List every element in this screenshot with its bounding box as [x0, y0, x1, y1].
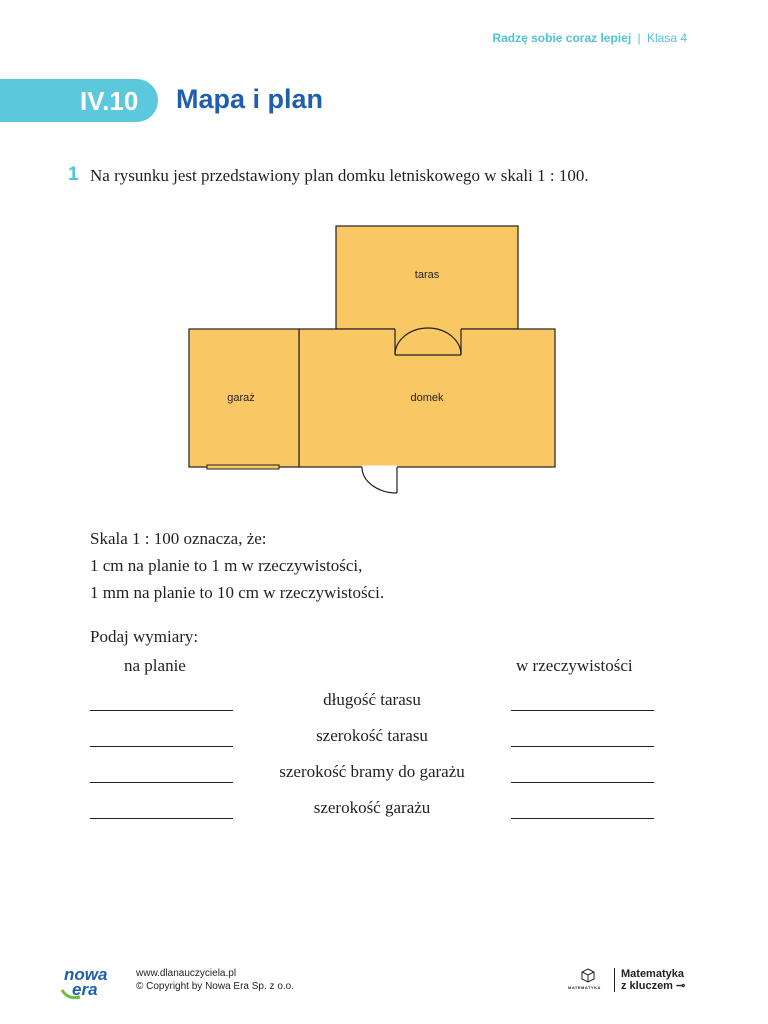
- dimension-label: szerokość bramy do garażu: [279, 762, 465, 781]
- brand-name: [621, 968, 685, 992]
- brand-divider: [614, 968, 615, 992]
- front-door-swing: [362, 467, 397, 493]
- brand-line-1: Matematyka: [621, 968, 684, 980]
- column-header-plan: na planie: [124, 656, 186, 675]
- nowa-era-logo: [60, 964, 124, 1004]
- garage-label: garaż: [227, 392, 255, 404]
- dimensions-prompt: Podaj wymiary:: [90, 627, 199, 646]
- answer-blank-plan[interactable]: [90, 746, 233, 747]
- header-separator: |: [637, 31, 641, 45]
- answer-blank-plan[interactable]: [90, 782, 233, 783]
- key-icon: ⊸: [672, 980, 686, 992]
- explanation-line-2: 1 cm na planie to 1 m w rzeczywistości,: [90, 556, 363, 575]
- footer-copyright: © Copyright by Nowa Era Sp. z o.o.: [136, 981, 294, 992]
- logo-line-1: nowa: [64, 965, 108, 984]
- cube-icon: [566, 966, 610, 986]
- chapter-number: IV.10: [80, 86, 139, 116]
- exercise-text: Na rysunku jest przedstawiony plan domku letniskowego w skali 1 : 100.: [90, 166, 589, 185]
- page-title: Mapa i plan: [176, 84, 324, 114]
- logo-line-2: era: [72, 980, 98, 999]
- footer-text: [136, 967, 294, 993]
- dimension-label: szerokość tarasu: [316, 726, 428, 745]
- series-title: Radzę sobie coraz lepiej: [492, 31, 632, 45]
- dimension-row: [0, 726, 768, 752]
- answer-blank-plan[interactable]: [90, 710, 233, 711]
- column-header-reality: w rzeczywistości: [516, 656, 633, 675]
- explanation-line-3: 1 mm na planie to 10 cm w rzeczywistości.: [90, 583, 385, 602]
- dimension-row: [0, 690, 768, 716]
- dimension-row: [0, 798, 768, 824]
- dimension-label: szerokość garażu: [313, 798, 431, 817]
- brand-small-label: MATEMATYKA: [568, 985, 601, 990]
- brand-line-2: z kluczem ⊸: [621, 980, 686, 992]
- garage-gate: [207, 465, 279, 469]
- answer-blank-plan[interactable]: [90, 818, 233, 819]
- answer-blank-reality[interactable]: [511, 710, 654, 711]
- house-plan: [187, 224, 559, 496]
- answer-blank-reality[interactable]: [511, 818, 654, 819]
- class-label: Klasa 4: [646, 31, 687, 45]
- answer-blank-reality[interactable]: [511, 782, 654, 783]
- scale-explanation: [90, 525, 384, 606]
- answer-blank-reality[interactable]: [511, 746, 654, 747]
- explanation-line-1: Skala 1 : 100 oznacza, że:: [90, 529, 267, 548]
- dimension-label: długość tarasu: [323, 690, 421, 709]
- dimension-row: [0, 762, 768, 788]
- exercise-number: 1: [68, 164, 79, 185]
- terrace-label: taras: [414, 269, 440, 281]
- house-label: domek: [410, 392, 444, 404]
- footer-website[interactable]: www.dlanauczyciela.pl: [136, 968, 237, 979]
- series-header: [492, 31, 687, 45]
